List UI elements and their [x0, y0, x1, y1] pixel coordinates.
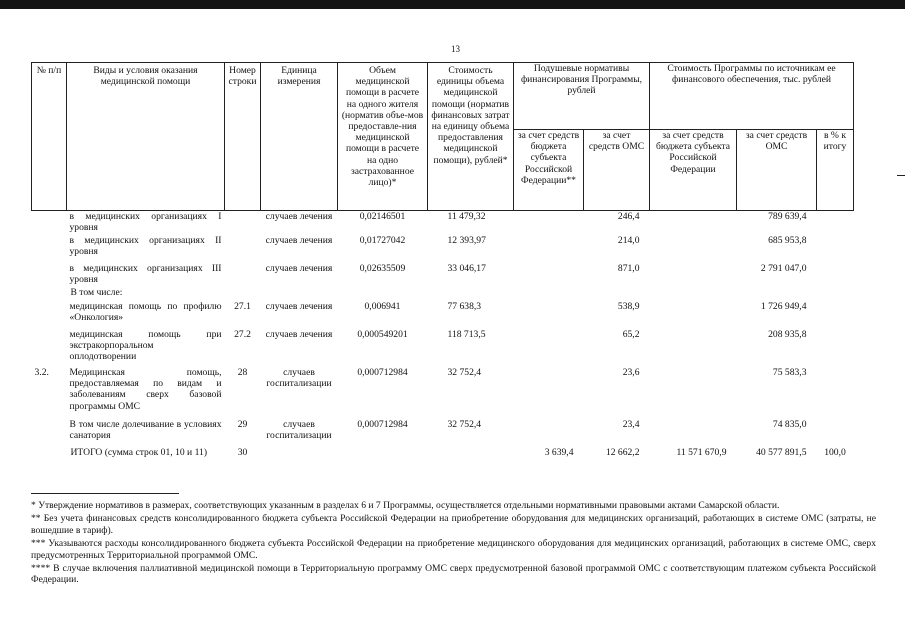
footnote-3: *** Указываются расходы консолидированного бюджета субъекта Российской Федерации на приобретение медицинского оборудования для медицинских организаций, работающих в системе ОМС, сверх предусмотренных Территориальной программой ОМС.	[31, 538, 876, 561]
cell-program-pct	[817, 367, 854, 419]
cell-percapita-budget	[514, 287, 584, 301]
cell-cost: 32 752,4	[447, 367, 482, 378]
cell-unit: случаев госпитализации	[266, 419, 332, 442]
cell-program-pct: 100,0	[824, 447, 846, 458]
cell-percapita-oms: 12 662,2	[605, 447, 640, 458]
cell-code	[225, 235, 261, 263]
header-program-oms: за счет средств ОМС	[737, 130, 817, 211]
cell-program-oms: 1 726 949,4	[760, 301, 807, 312]
cell-percapita-budget	[514, 235, 584, 263]
cell-cost: 11 479,32	[447, 211, 486, 222]
cell-program-oms: 2 791 047,0	[760, 263, 807, 274]
header-percapita-group: Подушевые нормативы финансирования Программы, рублей	[514, 63, 650, 130]
footnote-separator	[31, 493, 179, 494]
cell-program-oms: 685 953,8	[768, 235, 807, 246]
table-row	[32, 367, 854, 419]
cell-norm: 0,02635509	[359, 263, 406, 274]
cell-code: 30	[237, 447, 248, 458]
cell-norm: 0,000712984	[357, 367, 408, 378]
cell-percapita-budget: 3 639,4	[544, 447, 574, 458]
cell-program-oms: 74 835,0	[772, 419, 807, 430]
cell-cost	[428, 447, 514, 471]
cell-kind: Медицинская помощь, предоставляемая по видам и заболеваниям сверх базовой программы ОМС	[69, 367, 222, 412]
cell-num	[32, 287, 67, 301]
footnote-4: **** В случае включения паллиативной медицинской помощи в Территориальную программу ОМС сверх предусмотренной базовой программой ОМС с соответствующим платежом субъекта Российской Федерации.	[31, 563, 876, 586]
cell-norm	[338, 447, 428, 471]
page-number: 13	[451, 44, 460, 54]
cell-norm: 0,02146501	[359, 211, 406, 222]
cell-program-oms: 75 583,3	[772, 367, 807, 378]
cell-unit: случаев лечения	[265, 329, 333, 340]
cell-program-pct	[817, 235, 854, 263]
cell-cost: 77 638,3	[447, 301, 482, 312]
cell-unit: случаев лечения	[265, 263, 333, 274]
cell-program-budget	[650, 263, 737, 287]
cell-percapita-budget	[514, 329, 584, 367]
cell-program-pct	[817, 211, 854, 236]
cell-norm: 0,006941	[364, 301, 401, 312]
header-program-budget: за счет средств бюджета субъекта Российской Федерации	[650, 130, 737, 211]
cell-kind: ИТОГО (сумма строк 01, 10 и 11)	[70, 447, 208, 458]
table-row	[32, 211, 854, 236]
table-row	[32, 263, 854, 287]
table-row	[32, 287, 854, 301]
table-row	[32, 235, 854, 263]
cell-unit	[261, 287, 338, 301]
cell-kind: медицинская помощь по профилю «Онкология»	[69, 301, 222, 324]
footnotes	[31, 500, 876, 588]
cell-unit: случаев лечения	[265, 235, 333, 246]
header-program-pct: в % к итогу	[817, 130, 854, 211]
footnote-2: ** Без учета финансовых средств консолидированного бюджета субъекта Российской Федерации на приобретение оборудования для медицинских организаций, работающих в системе ОМС (затраты, не вошедшие в тариф).	[31, 513, 876, 536]
header-cost: Стоимость единицы объема медицинской помощи (норматив финансовых затрат на единицу объема предоставления медицинской помощи), рублей*	[428, 63, 514, 211]
cell-num: 3.2.	[34, 367, 49, 378]
cell-program-budget	[650, 211, 737, 236]
cell-code: 27.1	[234, 301, 251, 312]
cell-unit: случаев лечения	[265, 211, 333, 222]
cell-cost: 12 393,97	[447, 235, 486, 246]
cell-num	[32, 329, 67, 367]
cell-program-budget	[650, 419, 737, 447]
cell-program-pct	[817, 301, 854, 329]
cell-program-oms: 789 639,4	[768, 211, 807, 222]
cell-num	[32, 263, 67, 287]
cell-kind: В том числе долечивание в условиях санатория	[69, 419, 222, 442]
cell-percapita-budget	[514, 367, 584, 419]
cell-program-oms: 208 935,8	[768, 329, 807, 340]
cell-percapita-oms: 214,0	[617, 235, 640, 246]
cell-cost	[428, 287, 514, 301]
cell-percapita-oms: 246,4	[617, 211, 640, 222]
cell-percapita-oms	[584, 287, 650, 301]
cell-percapita-oms: 65,2	[622, 329, 640, 340]
cell-norm: 0,000549201	[357, 329, 408, 340]
cell-num	[32, 235, 67, 263]
footnote-1: * Утверждение нормативов в размерах, соответствующих указанным в разделах 6 и 7 Программы, осуществляется отдельными нормативными правовыми актами Самарской области.	[31, 500, 780, 511]
cell-cost: 32 752,4	[447, 419, 482, 430]
cell-program-pct	[817, 263, 854, 287]
cell-num	[32, 447, 67, 471]
cell-num	[32, 301, 67, 329]
cell-num	[32, 419, 67, 447]
cell-code	[225, 263, 261, 287]
cell-code: 27.2	[234, 329, 251, 340]
cell-program-budget	[650, 235, 737, 263]
header-percapita-budget: за счет средств бюджета субъекта Российской Федерации**	[514, 130, 584, 211]
cell-percapita-oms: 23,4	[622, 419, 640, 430]
cell-code: 29	[237, 419, 248, 430]
cell-code: 28	[237, 367, 248, 378]
cell-unit	[261, 447, 338, 471]
cell-percapita-budget	[514, 211, 584, 236]
table-row	[32, 329, 854, 367]
table-row-total	[32, 447, 854, 471]
cell-norm	[338, 287, 428, 301]
header-volume: Объем медицинской помощи в расчете на одного жителя (норматив объе-мов предоставле-ния медицинской помощи в расчете на одно застрахованное лицо)*	[338, 63, 428, 211]
cell-program-oms	[737, 287, 817, 301]
cell-norm: 0,01727042	[359, 235, 406, 246]
cell-percapita-oms: 23,6	[622, 367, 640, 378]
cell-unit: случаев лечения	[265, 301, 333, 312]
cell-percapita-oms: 871,0	[617, 263, 640, 274]
margin-mark	[897, 175, 905, 176]
cell-percapita-budget	[514, 263, 584, 287]
cell-percapita-budget	[514, 301, 584, 329]
header-percapita-oms: за счет средств ОМС	[584, 130, 650, 211]
table-row	[32, 419, 854, 447]
cell-percapita-oms: 538,9	[617, 301, 640, 312]
cell-program-budget: 11 571 670,9	[676, 447, 727, 458]
header-kind: Виды и условия оказания медицинской помощи	[67, 63, 225, 211]
scan-top-edge	[0, 0, 905, 9]
header-program-group: Стоимость Программы по источникам ее финансового обеспечения, тыс. рублей	[650, 63, 854, 130]
cell-code	[225, 287, 261, 301]
cell-program-budget	[650, 287, 737, 301]
cell-program-oms: 40 577 891,5	[756, 447, 807, 458]
header-row-code: Номер строки	[225, 63, 261, 211]
header-unit: Единица измерения	[261, 63, 338, 211]
table-row	[32, 301, 854, 329]
cell-kind: В том числе:	[70, 287, 123, 298]
table-header	[32, 63, 854, 211]
cell-cost: 118 713,5	[447, 329, 486, 340]
cell-program-budget	[650, 329, 737, 367]
cell-code	[225, 211, 261, 236]
cell-program-budget	[650, 367, 737, 419]
cell-program-budget	[650, 301, 737, 329]
program-cost-table	[31, 62, 854, 471]
cell-program-pct	[817, 287, 854, 301]
cell-kind: в медицинских организациях I уровня	[69, 211, 222, 234]
cell-program-pct	[817, 329, 854, 367]
cell-num	[32, 211, 67, 236]
cell-norm: 0,000712984	[357, 419, 408, 430]
cell-program-pct	[817, 419, 854, 447]
table-body	[32, 211, 854, 472]
cell-unit: случаев госпитализации	[266, 367, 332, 390]
cell-percapita-budget	[514, 419, 584, 447]
header-num: № п/п	[32, 63, 67, 211]
cell-kind: медицинская помощь при экстракорпоральном оплодотворении	[69, 329, 222, 363]
cell-kind: в медицинских организациях II уровня	[69, 235, 222, 258]
cell-cost: 33 046,17	[447, 263, 486, 274]
cell-kind: в медицинских организациях III уровня	[69, 263, 222, 286]
